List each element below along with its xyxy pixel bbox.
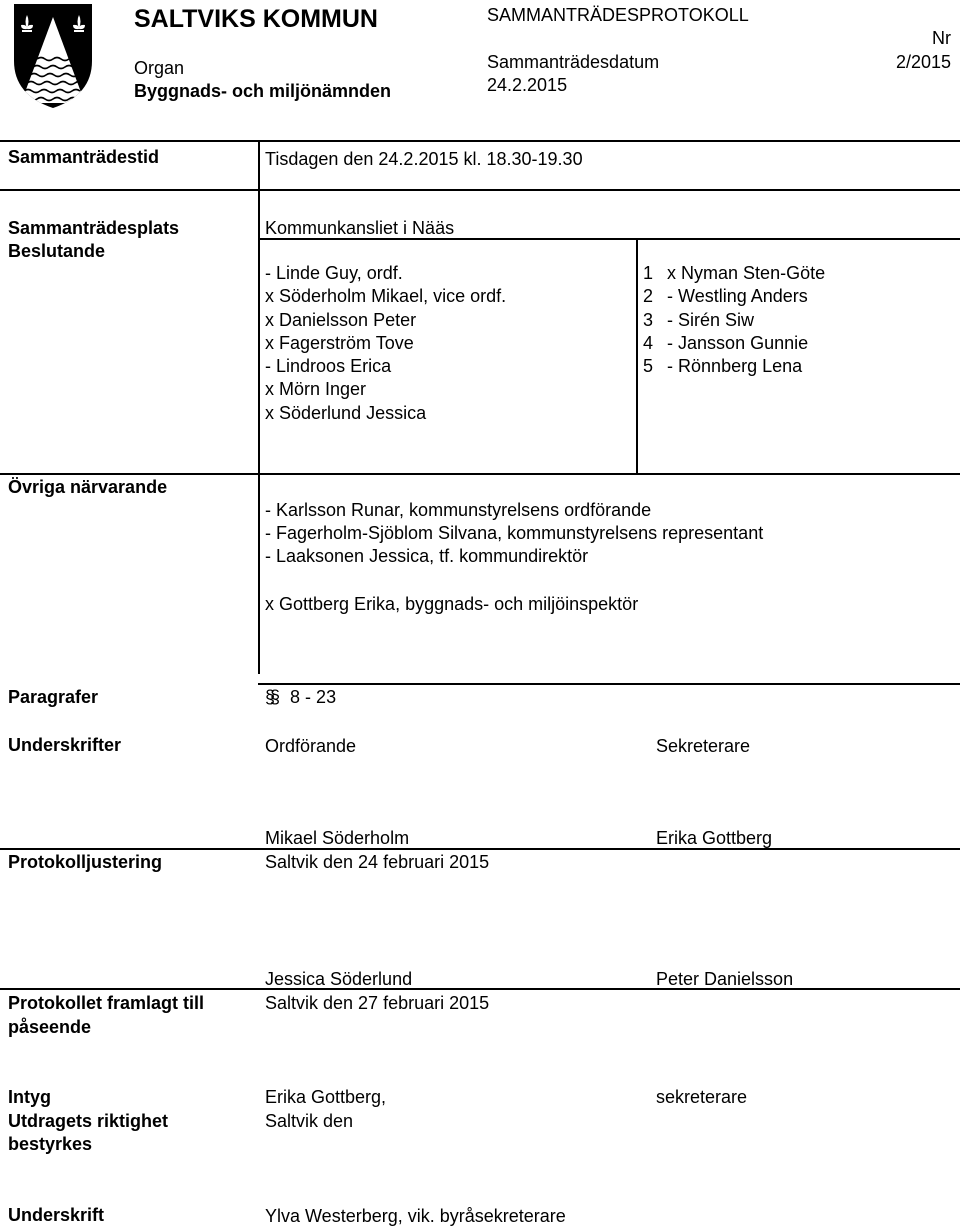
others-present-line: - Laaksonen Jessica, tf. kommundirektör [265,546,589,566]
nr-value: 2/2015 [895,52,951,72]
others-present-line: - Fagerholm-Sjöblom Silvana, kommunstyrelsens representant [265,523,764,543]
extract-label-cont: bestyrkes [8,1134,93,1154]
public-display-label-cont: påseende [8,1017,92,1037]
decision-makers-label: Beslutande [8,241,106,261]
secretary-label: Sekreterare [656,736,751,756]
extract-label: Utdragets riktighet [8,1111,169,1131]
list-item: x Söderlund Jessica [265,402,427,423]
inspector-line: x Gottberg Erika, byggnads- och miljöinspektör [265,594,639,614]
list-item: - Lindroos Erica [265,356,392,377]
organ-label: Organ [134,58,185,78]
certificate-label: Intyg [8,1087,51,1107]
divider [0,189,960,191]
chair-label: Ordförande [265,736,357,756]
meeting-time-value: Tisdagen den 24.2.2015 kl. 18.30-19.30 [265,149,583,169]
meeting-date-label: Sammanträdesdatum [487,52,660,72]
divider [0,473,960,475]
public-display-place-date: Saltvik den 27 februari 2015 [265,993,490,1013]
list-item: x Mörn Inger [265,379,367,400]
list-item: 4 - Jansson Gunnie [643,332,809,353]
public-display-label: Protokollet framlagt till [8,993,205,1013]
divider [0,140,960,142]
paragraphs-value: §§ 8 - 23 [265,687,337,707]
list-item: 5 - Rönnberg Lena [643,356,803,377]
adjuster-1-name: Jessica Söderlund [265,969,413,989]
list-item: x Fagerström Tove [265,332,414,353]
divider [0,988,960,990]
signature-footer-label: Underskrift [8,1205,105,1225]
list-item: - Linde Guy, ordf. [265,263,403,283]
certificate-name: Erika Gottberg, [265,1087,387,1107]
municipality-name: SALTVIKS KOMMUN [134,5,378,33]
list-item: 2 - Westling Anders [643,286,808,307]
chair-name: Mikael Söderholm [265,828,410,848]
list-item: 1 x Nyman Sten-Göte [643,263,826,283]
document-type: SAMMANTRÄDESPROTOKOLL [487,5,749,25]
substitutes-list [643,262,825,378]
list-item: 3 - Sirén Siw [643,309,755,330]
column-divider [258,140,260,674]
adjuster-2-name: Peter Danielsson [656,969,794,989]
column-divider [636,238,638,473]
nr-label: Nr [932,28,951,48]
section-symbol: §§ [265,687,276,707]
certificate-role: sekreterare [656,1087,748,1107]
others-present-line: - Karlsson Runar, kommunstyrelsens ordförande [265,500,652,520]
secretary-name: Erika Gottberg [656,828,773,848]
adjustment-label: Protokolljustering [8,852,163,872]
meeting-date-value: 24.2.2015 [487,75,568,95]
others-present-label: Övriga närvarande [8,477,168,497]
divider [0,848,960,850]
meeting-time-label: Sammanträdestid [8,147,160,167]
signature-footer-value: Ylva Westerberg, vik. byråsekreterare [265,1206,566,1226]
coat-of-arms-logo [13,3,93,109]
extract-value: Saltvik den [265,1111,354,1131]
meeting-place-label: Sammanträdesplats [8,218,180,238]
organ-value: Byggnads- och miljönämnden [134,81,392,101]
members-list [265,262,506,425]
signatures-label: Underskrifter [8,735,122,755]
divider [258,683,960,685]
adjustment-place-date: Saltvik den 24 februari 2015 [265,852,490,872]
list-item: x Söderholm Mikael, vice ordf. [265,286,507,307]
meeting-place-value: Kommunkansliet i Nääs [265,218,455,238]
paragraphs-label: Paragrafer [8,687,99,707]
list-item: x Danielsson Peter [265,309,417,330]
